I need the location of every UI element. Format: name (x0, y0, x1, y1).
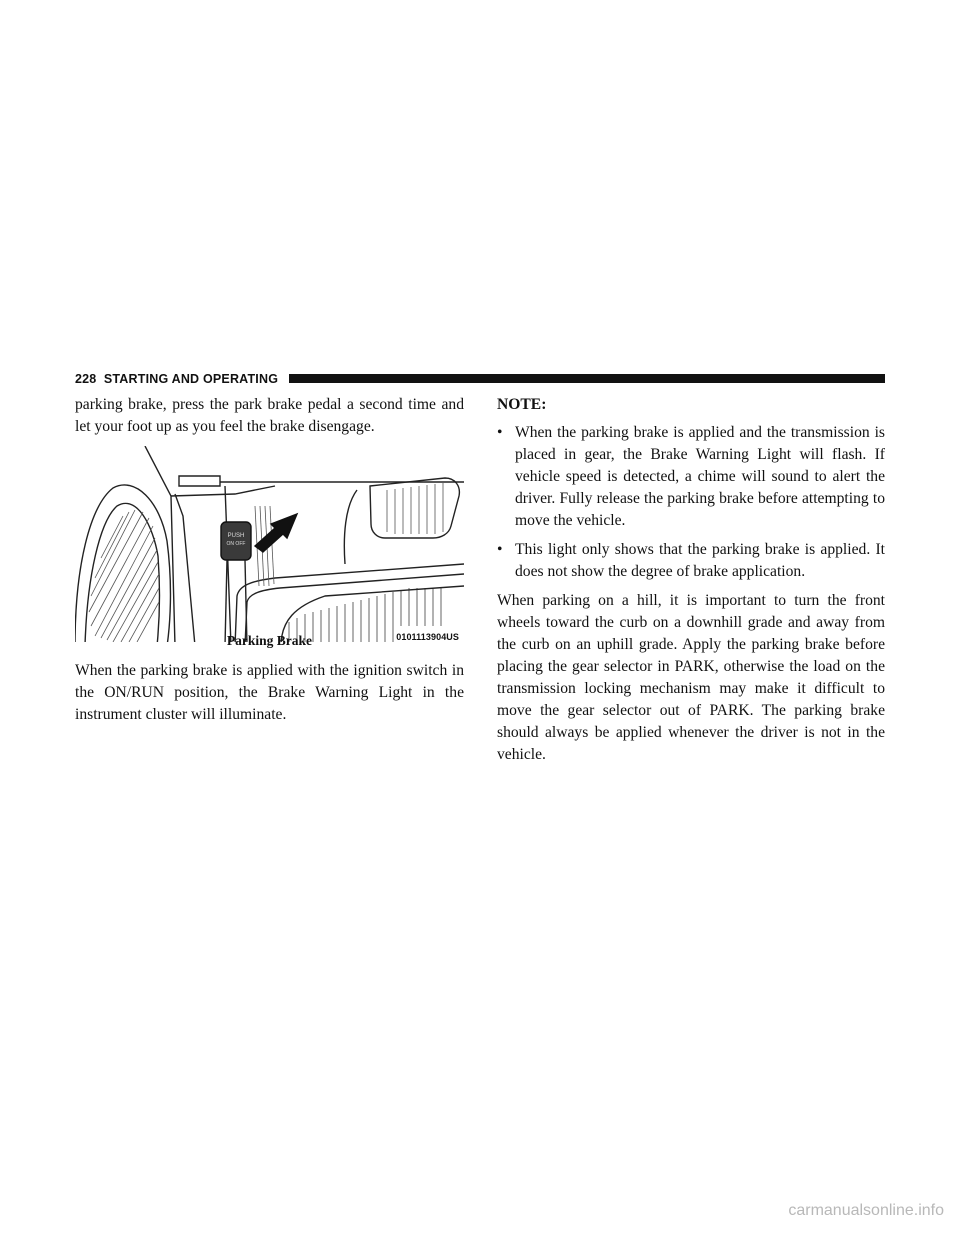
note-bullet: • When the parking brake is applied and the transmission is placed in gear, the Brake Warning Light will flash. If vehicle speed is detected, a chime will sound to alert the driver. Fully release the parking brake before attempting to move the vehicle. (497, 424, 885, 529)
bullet-symbol: • (497, 424, 503, 441)
paragraph-release-brake: parking brake, press the park brake pedal a second time and let your foot up as you feel the brake disengage. (75, 396, 464, 435)
bullet-symbol: • (497, 541, 503, 558)
note-bullet: • This light only shows that the parking brake is applied. It does not show the degree of brake application. (497, 541, 885, 580)
figure-caption: Parking Brake (226, 633, 313, 648)
pedal-label-on-off: ON OFF (226, 541, 246, 547)
parking-brake-figure (75, 446, 464, 648)
page-number-section: 228 STARTING AND OPERATING (75, 372, 279, 386)
note-title: NOTE: (497, 396, 547, 413)
paragraph-warning-light: When the parking brake is applied with the ignition switch in the ON/RUN position, the Brake Warning Light in the instrument cluster will illuminate. (75, 662, 464, 723)
paragraph-hill-parking: When parking on a hill, it is important to turn the front wheels toward the curb on a downhill grade and away from the curb on an uphill grade. Apply the parking brake before placing the gear selector in PARK, otherwise the load on the transmission locking mechanism may make it difficult to move the gear selector out of PARK. The parking brake should always be applied whenever the driver is not in the vehicle. (497, 592, 885, 763)
watermark: carmanualsonline.info (788, 1202, 944, 1219)
right-column (497, 394, 885, 766)
left-column (75, 394, 464, 726)
parking-brake-illustration (75, 446, 464, 642)
header-rule (289, 374, 885, 383)
pedal-label-push: PUSH (227, 533, 245, 539)
page-header (75, 371, 885, 387)
figure-code: 0101113904US (395, 626, 460, 648)
